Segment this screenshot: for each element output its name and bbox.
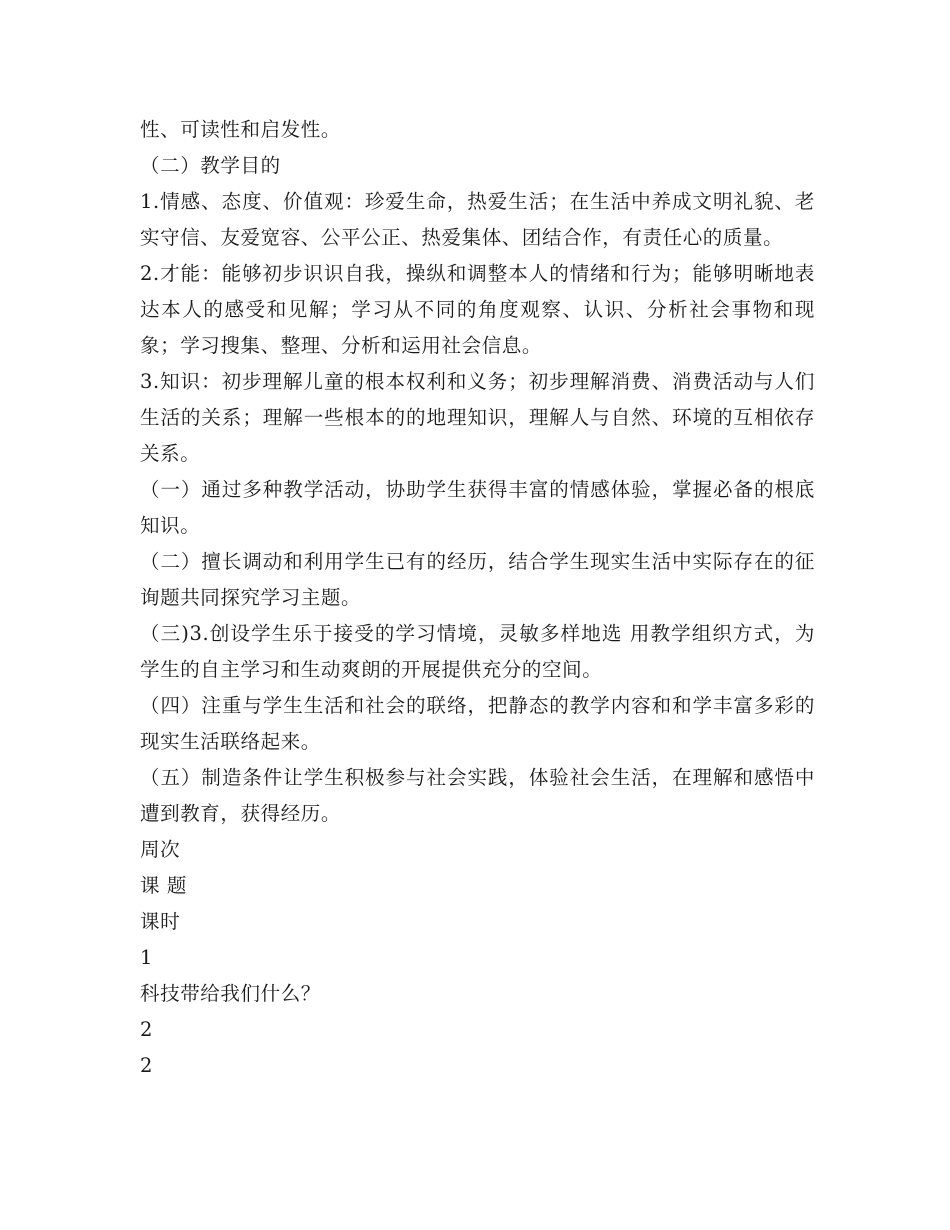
table-header-hours: 课时 bbox=[140, 910, 181, 933]
method-item-5: （五）制造条件让学生积极参与社会实践，体验社会生活，在理解和感悟中遭到教育，获得经历。 bbox=[140, 766, 815, 825]
goal-item-ability: 2.才能：能够初步识识自我，操纵和调整本人的情绪和行为；能够明晰地表达本人的感受和见解；学习从不同的角度观察、认识、分析社会事物和现象；学习搜集、整理、分析和运用社会信息。 bbox=[140, 262, 815, 357]
method-item-4: （四）注重与学生生活和社会的联络，把静态的教学内容和和学丰富多彩的现实生活联络起来。 bbox=[140, 694, 815, 753]
table-cell-week: 2 bbox=[140, 1054, 154, 1077]
section-heading-teaching-goals: （二）教学目的 bbox=[140, 154, 281, 177]
table-cell-week: 1 bbox=[140, 946, 154, 969]
document-body bbox=[140, 112, 815, 1084]
table-cell-hours: 2 bbox=[140, 1018, 154, 1041]
paragraph-continuation: 性、可读性和启发性。 bbox=[140, 118, 342, 141]
goal-item-knowledge: 3.知识：初步理解儿童的根本权利和义务；初步理解消费、消费活动与人们生活的关系；理解一些根本的的地理知识，理解人与自然、环境的互相依存关系。 bbox=[140, 370, 815, 465]
table-cell-topic: 科技带给我们什么？ bbox=[140, 982, 321, 1005]
method-item-1: （一）通过多种教学活动，协助学生获得丰富的情感体验，掌握必备的根底知识。 bbox=[140, 478, 815, 537]
method-item-3: （三)3.创设学生乐于接受的学习情境，灵敏多样地选 用教学组织方式，为学生的自主学习和生动爽朗的开展提供充分的空间。 bbox=[140, 622, 815, 681]
goal-item-emotion: 1.情感、态度、价值观：珍爱生命，热爱生活；在生活中养成文明礼貌、老实守信、友爱宽容、公平公正、热爱集体、团结合作，有责任心的质量。 bbox=[140, 190, 815, 249]
table-header-topic: 课 题 bbox=[140, 874, 187, 897]
method-item-2: （二）擅长调动和利用学生已有的经历，结合学生现实生活中实际存在的征询题共同探究学习主题。 bbox=[140, 550, 815, 609]
table-header-week: 周次 bbox=[140, 838, 181, 861]
